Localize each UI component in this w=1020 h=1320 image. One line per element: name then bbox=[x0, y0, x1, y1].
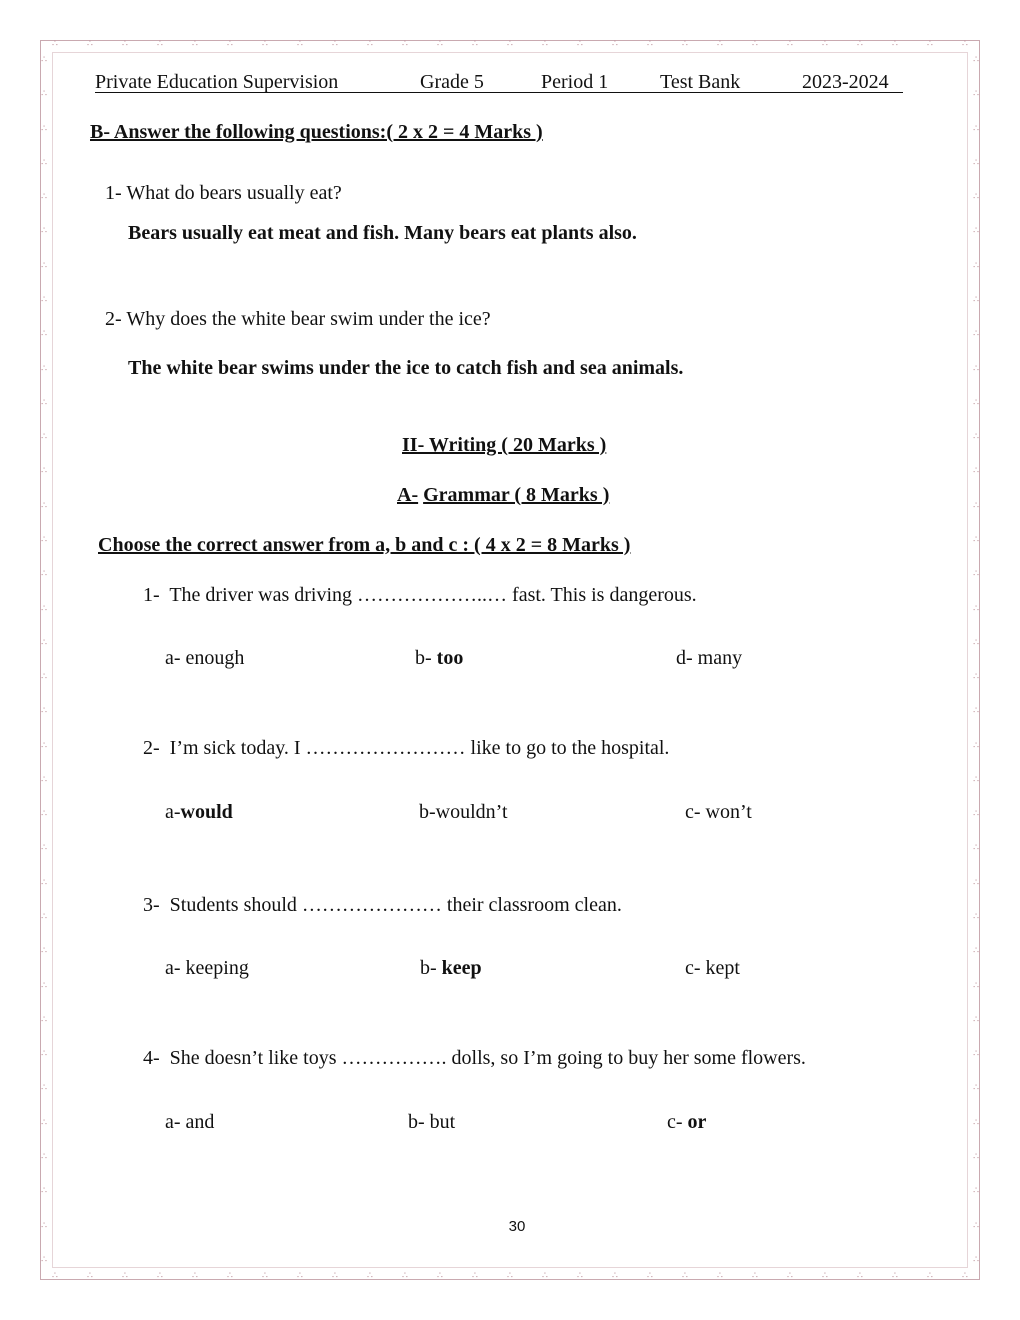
question-number: 2- bbox=[105, 308, 122, 330]
ornament-icon: ∴ bbox=[973, 363, 979, 374]
question-number: 1- bbox=[105, 182, 122, 204]
ornament-icon: ∴ bbox=[41, 89, 47, 100]
ornament-icon: ∴ bbox=[41, 55, 47, 65]
ornament-icon: ∴ bbox=[973, 157, 979, 168]
answer-2: The white bear swims under the ice to catch fish and sea animals. bbox=[128, 357, 684, 379]
option-text: kept bbox=[705, 957, 740, 979]
ornament-icon: ∴ bbox=[41, 157, 47, 168]
ornament-icon: ∴ bbox=[157, 39, 163, 49]
ornament-icon: ∴ bbox=[41, 603, 47, 614]
ornament-icon: ∴ bbox=[41, 1152, 47, 1162]
border-ornament-left bbox=[38, 40, 50, 1280]
ornament-icon: ∴ bbox=[367, 39, 373, 49]
ornament-icon: ∴ bbox=[41, 397, 47, 408]
ornament-icon: ∴ bbox=[962, 39, 968, 49]
border-ornament-right bbox=[970, 40, 982, 1280]
ornament-icon: ∴ bbox=[41, 123, 47, 134]
option-label: d- bbox=[676, 647, 698, 669]
page-number: 30 bbox=[508, 1218, 526, 1235]
ornament-icon: ∴ bbox=[41, 912, 47, 923]
ornament-icon: ∴ bbox=[973, 192, 979, 203]
ornament-icon: ∴ bbox=[87, 39, 93, 49]
ornament-icon: ∴ bbox=[367, 1271, 373, 1281]
ornament-icon: ∴ bbox=[41, 946, 47, 957]
ornament-icon: ∴ bbox=[682, 1271, 688, 1281]
ornament-icon: ∴ bbox=[41, 809, 47, 820]
ornament-icon: ∴ bbox=[41, 226, 47, 237]
option-label: a- bbox=[165, 801, 181, 823]
mcq-1-option-d bbox=[676, 646, 742, 670]
ornament-icon: ∴ bbox=[973, 89, 979, 100]
ornament-icon: ∴ bbox=[507, 1271, 513, 1281]
ornament-icon: ∴ bbox=[647, 1271, 653, 1281]
ornament-icon: ∴ bbox=[402, 1271, 408, 1281]
ornament-icon: ∴ bbox=[41, 1083, 47, 1094]
ornament-icon: ∴ bbox=[297, 1271, 303, 1281]
ornament-icon: ∴ bbox=[973, 980, 979, 991]
mcq-3-option-a bbox=[165, 956, 249, 980]
ornament-icon: ∴ bbox=[41, 1186, 47, 1197]
option-text: but bbox=[429, 1111, 456, 1133]
ornament-icon: ∴ bbox=[41, 1254, 47, 1265]
ornament-icon: ∴ bbox=[973, 569, 979, 580]
ornament-icon: ∴ bbox=[192, 1271, 198, 1281]
option-label: a- bbox=[165, 647, 186, 669]
mcq-2-option-b bbox=[419, 800, 508, 824]
ornament-icon: ∴ bbox=[787, 1271, 793, 1281]
option-text-correct: keep bbox=[441, 957, 482, 979]
mcq-1-option-b bbox=[415, 646, 463, 670]
ornament-icon: ∴ bbox=[973, 843, 979, 854]
ornament-icon: ∴ bbox=[647, 39, 653, 49]
header-year: 2023-2024 bbox=[802, 71, 889, 93]
ornament-icon: ∴ bbox=[973, 260, 979, 271]
ornament-icon: ∴ bbox=[973, 226, 979, 237]
ornament-icon: ∴ bbox=[973, 1254, 979, 1265]
ornament-icon: ∴ bbox=[437, 1271, 443, 1281]
ornament-icon: ∴ bbox=[973, 603, 979, 614]
mcq-4-option-b bbox=[408, 1110, 455, 1134]
ornament-icon: ∴ bbox=[892, 1271, 898, 1281]
mcq-question-2 bbox=[143, 736, 669, 760]
question-text: What do bears usually eat? bbox=[126, 182, 342, 204]
section-b-title: B- Answer the following questions:( 2 x 2 = 4 Marks ) bbox=[90, 121, 543, 143]
ornament-icon: ∴ bbox=[122, 39, 128, 49]
ornament-icon: ∴ bbox=[41, 1117, 47, 1128]
mcq-stem: The driver was driving ………………..… fast. This is dangerous. bbox=[169, 584, 697, 606]
ornament-icon: ∴ bbox=[973, 1049, 979, 1060]
mcq-number: 2- bbox=[143, 737, 160, 759]
ornament-icon: ∴ bbox=[927, 39, 933, 49]
ornament-icon: ∴ bbox=[822, 39, 828, 49]
option-label: c- bbox=[667, 1111, 688, 1133]
ornament-icon: ∴ bbox=[857, 1271, 863, 1281]
ornament-icon: ∴ bbox=[227, 39, 233, 49]
ornament-icon: ∴ bbox=[41, 192, 47, 203]
ornament-icon: ∴ bbox=[192, 39, 198, 49]
option-text: many bbox=[697, 647, 743, 669]
ornament-icon: ∴ bbox=[41, 1220, 47, 1231]
ornament-icon: ∴ bbox=[41, 877, 47, 888]
mcq-2-option-a bbox=[165, 800, 233, 824]
ornament-icon: ∴ bbox=[227, 1271, 233, 1281]
ornament-icon: ∴ bbox=[41, 980, 47, 991]
ornament-icon: ∴ bbox=[52, 1271, 58, 1281]
ornament-icon: ∴ bbox=[87, 1271, 93, 1281]
ornament-icon: ∴ bbox=[402, 39, 408, 49]
ornament-icon: ∴ bbox=[577, 1271, 583, 1281]
ornament-icon: ∴ bbox=[41, 534, 47, 545]
ornament-icon: ∴ bbox=[973, 774, 979, 785]
mcq-number: 3- bbox=[143, 894, 160, 916]
option-text: keeping bbox=[185, 957, 249, 979]
ornament-icon: ∴ bbox=[973, 294, 979, 305]
answer-1: Bears usually eat meat and fish. Many bears eat plants also. bbox=[128, 222, 637, 244]
ornament-icon: ∴ bbox=[41, 706, 47, 717]
mcq-question-1 bbox=[143, 583, 697, 607]
ornament-icon: ∴ bbox=[973, 123, 979, 134]
mcq-3-option-c bbox=[685, 956, 740, 980]
ornament-icon: ∴ bbox=[973, 740, 979, 751]
option-label: b- bbox=[419, 801, 436, 823]
option-label: b- bbox=[420, 957, 442, 979]
ornament-icon: ∴ bbox=[52, 39, 58, 49]
ornament-icon: ∴ bbox=[122, 1271, 128, 1281]
ornament-icon: ∴ bbox=[41, 774, 47, 785]
ornament-icon: ∴ bbox=[332, 1271, 338, 1281]
ornament-icon: ∴ bbox=[973, 637, 979, 648]
ornament-icon: ∴ bbox=[41, 363, 47, 374]
option-text: and bbox=[185, 1111, 215, 1133]
border-ornament-top bbox=[40, 38, 980, 50]
mcq-instruction: Choose the correct answer from a, b and c : ( 4 x 2 = 8 Marks ) bbox=[98, 534, 631, 556]
ornament-icon: ∴ bbox=[927, 1271, 933, 1281]
ornament-icon: ∴ bbox=[752, 39, 758, 49]
mcq-question-4 bbox=[143, 1046, 806, 1070]
ornament-icon: ∴ bbox=[262, 39, 268, 49]
ornament-icon: ∴ bbox=[973, 946, 979, 957]
ornament-icon: ∴ bbox=[472, 39, 478, 49]
ornament-icon: ∴ bbox=[157, 1271, 163, 1281]
ornament-icon: ∴ bbox=[41, 1049, 47, 1060]
mcq-number: 4- bbox=[143, 1047, 160, 1069]
ornament-icon: ∴ bbox=[577, 39, 583, 49]
ornament-icon: ∴ bbox=[41, 329, 47, 340]
option-text-correct: or bbox=[687, 1111, 707, 1133]
mcq-question-3 bbox=[143, 893, 622, 917]
ornament-icon: ∴ bbox=[41, 569, 47, 580]
ornament-icon: ∴ bbox=[973, 534, 979, 545]
ornament-icon: ∴ bbox=[962, 1271, 968, 1281]
mcq-2-option-c bbox=[685, 800, 752, 824]
ornament-icon: ∴ bbox=[332, 39, 338, 49]
ornament-icon: ∴ bbox=[973, 809, 979, 820]
option-text: won’t bbox=[705, 801, 752, 823]
mcq-stem: She doesn’t like toys ……………. dolls, so I’m going to buy her some flowers. bbox=[169, 1047, 806, 1069]
ornament-icon: ∴ bbox=[973, 397, 979, 408]
mcq-number: 1- bbox=[143, 584, 160, 606]
ornament-icon: ∴ bbox=[973, 1220, 979, 1231]
ornament-icon: ∴ bbox=[892, 39, 898, 49]
ornament-icon: ∴ bbox=[41, 672, 47, 683]
ornament-icon: ∴ bbox=[612, 39, 618, 49]
ornament-icon: ∴ bbox=[612, 1271, 618, 1281]
grammar-title bbox=[397, 483, 609, 507]
ornament-icon: ∴ bbox=[973, 672, 979, 683]
mcq-4-option-c bbox=[667, 1110, 706, 1134]
ornament-icon: ∴ bbox=[973, 329, 979, 340]
ornament-icon: ∴ bbox=[297, 39, 303, 49]
ornament-icon: ∴ bbox=[973, 706, 979, 717]
ornament-icon: ∴ bbox=[752, 1271, 758, 1281]
option-label: c- bbox=[685, 957, 706, 979]
question-1 bbox=[105, 181, 342, 205]
option-text: enough bbox=[185, 647, 245, 669]
question-2 bbox=[105, 307, 491, 331]
ornament-icon: ∴ bbox=[41, 843, 47, 854]
ornament-icon: ∴ bbox=[41, 500, 47, 511]
mcq-stem: I’m sick today. I …………………… like to go to the hospital. bbox=[169, 737, 670, 759]
mcq-3-option-b bbox=[420, 956, 482, 980]
option-label: b- bbox=[415, 647, 437, 669]
option-text-correct: would bbox=[180, 801, 233, 823]
option-label: c- bbox=[685, 801, 706, 823]
ornament-icon: ∴ bbox=[973, 877, 979, 888]
ornament-icon: ∴ bbox=[542, 1271, 548, 1281]
ornament-icon: ∴ bbox=[472, 1271, 478, 1281]
border-ornament-bottom bbox=[40, 1270, 980, 1282]
option-label: b- bbox=[408, 1111, 430, 1133]
mcq-stem: Students should ………………… their classroom clean. bbox=[169, 894, 622, 916]
grammar-heading: Grammar ( 8 Marks ) bbox=[423, 484, 610, 506]
ornament-icon: ∴ bbox=[973, 1152, 979, 1162]
ornament-icon: ∴ bbox=[542, 39, 548, 49]
ornament-icon: ∴ bbox=[507, 39, 513, 49]
ornament-icon: ∴ bbox=[973, 466, 979, 477]
ornament-icon: ∴ bbox=[973, 1186, 979, 1197]
ornament-icon: ∴ bbox=[857, 39, 863, 49]
ornament-icon: ∴ bbox=[822, 1271, 828, 1281]
header-org: Private Education Supervision bbox=[95, 71, 339, 93]
header-grade: Grade 5 bbox=[420, 71, 484, 93]
ornament-icon: ∴ bbox=[41, 260, 47, 271]
ornament-icon: ∴ bbox=[41, 294, 47, 305]
ornament-icon: ∴ bbox=[717, 1271, 723, 1281]
ornament-icon: ∴ bbox=[41, 740, 47, 751]
option-label: a- bbox=[165, 1111, 186, 1133]
ornament-icon: ∴ bbox=[973, 912, 979, 923]
ornament-icon: ∴ bbox=[262, 1271, 268, 1281]
mcq-1-option-a bbox=[165, 646, 244, 670]
ornament-icon: ∴ bbox=[787, 39, 793, 49]
ornament-icon: ∴ bbox=[973, 432, 979, 443]
ornament-icon: ∴ bbox=[973, 1083, 979, 1094]
option-label: a- bbox=[165, 957, 186, 979]
header-type: Test Bank bbox=[660, 71, 741, 93]
option-text-correct: too bbox=[436, 647, 464, 669]
ornament-icon: ∴ bbox=[973, 1117, 979, 1128]
ornament-icon: ∴ bbox=[682, 39, 688, 49]
option-text: wouldn’t bbox=[435, 801, 508, 823]
header-period: Period 1 bbox=[541, 71, 609, 93]
ornament-icon: ∴ bbox=[41, 1014, 47, 1025]
header-underline bbox=[95, 92, 903, 93]
ornament-icon: ∴ bbox=[41, 637, 47, 648]
ornament-icon: ∴ bbox=[973, 500, 979, 511]
mcq-4-option-a bbox=[165, 1110, 214, 1134]
ornament-icon: ∴ bbox=[717, 39, 723, 49]
ornament-icon: ∴ bbox=[973, 55, 979, 65]
grammar-prefix: A- bbox=[397, 484, 419, 506]
ornament-icon: ∴ bbox=[41, 466, 47, 477]
ornament-icon: ∴ bbox=[437, 39, 443, 49]
question-text: Why does the white bear swim under the ice? bbox=[126, 308, 491, 330]
ornament-icon: ∴ bbox=[973, 1014, 979, 1025]
writing-title: II- Writing ( 20 Marks ) bbox=[402, 434, 607, 456]
ornament-icon: ∴ bbox=[41, 432, 47, 443]
